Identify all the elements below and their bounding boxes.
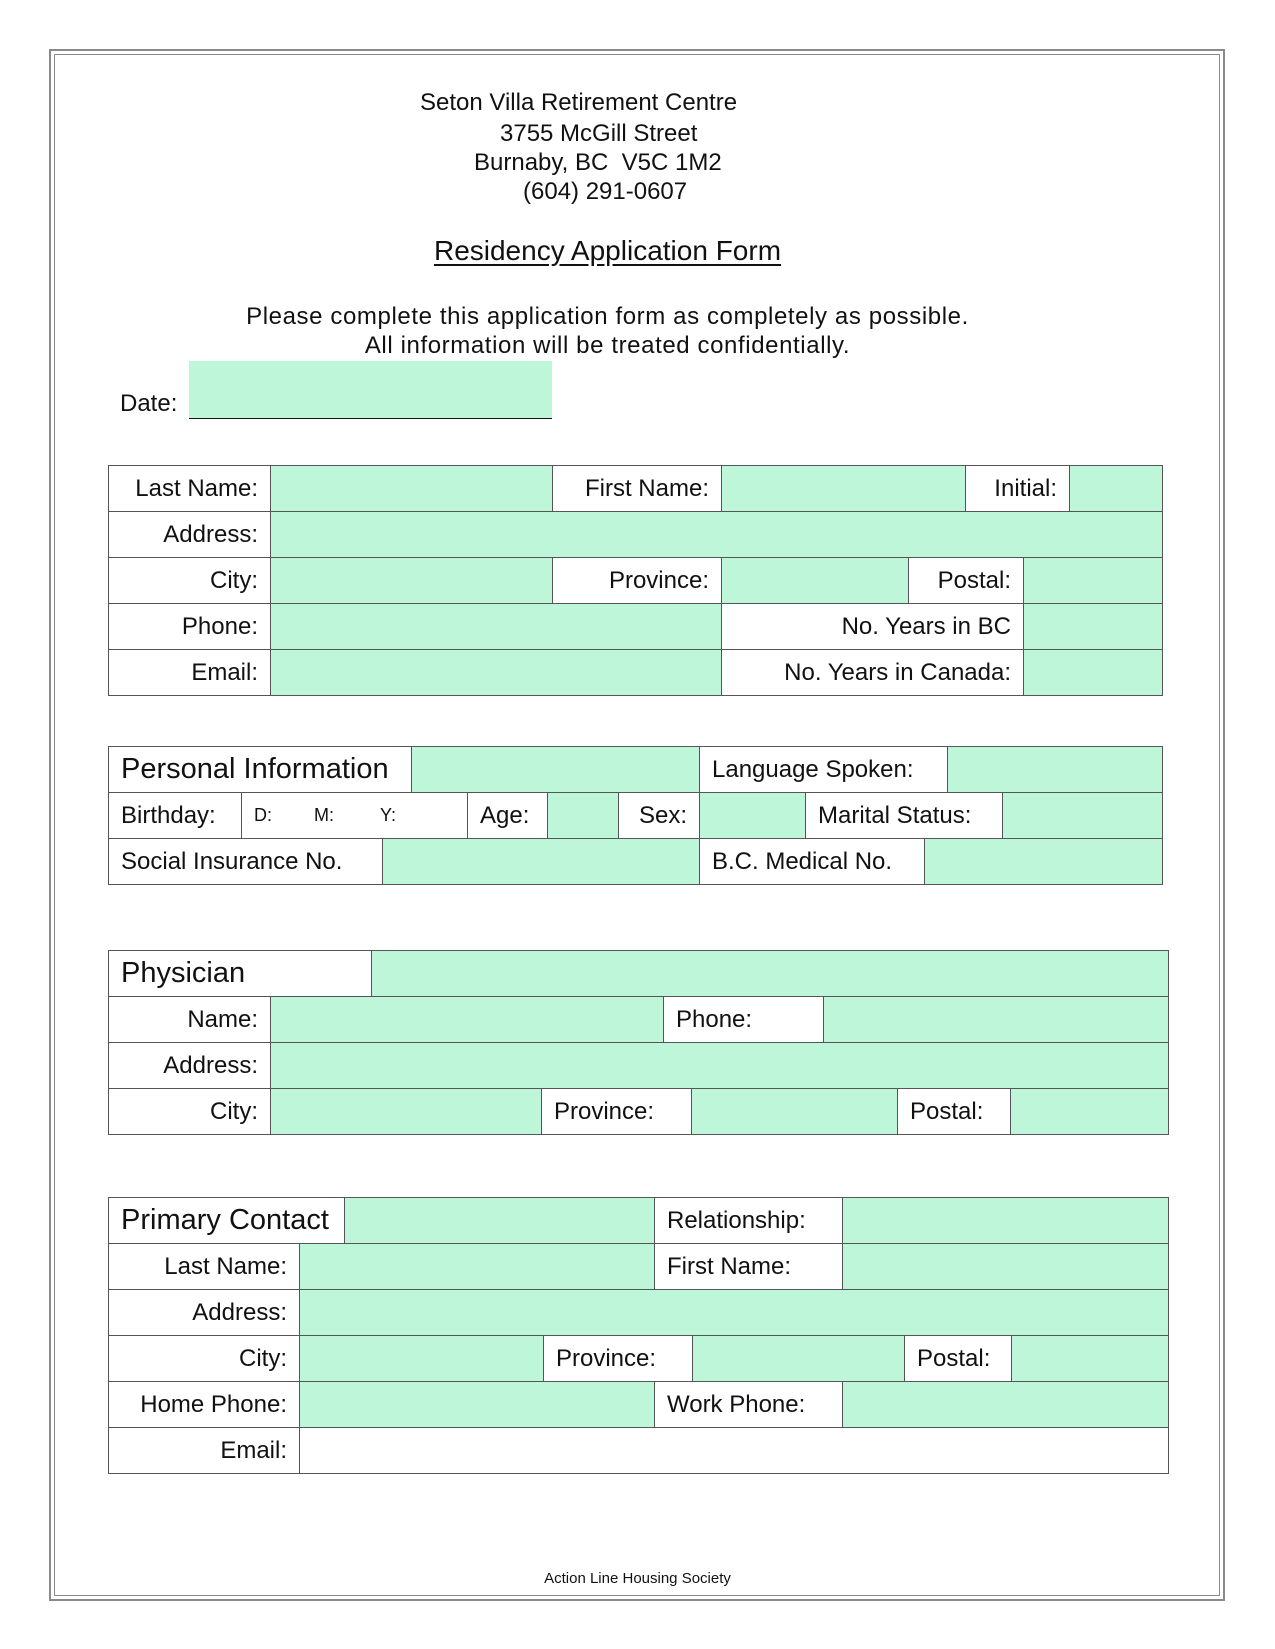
- city-field[interactable]: [270, 557, 553, 604]
- primary-contact-field[interactable]: [344, 1197, 655, 1244]
- org-city: Burnaby, BC V5C 1M2: [474, 149, 722, 176]
- medical-no-label: B.C. Medical No.: [699, 838, 925, 885]
- physician-name-field[interactable]: [270, 996, 664, 1043]
- date-field[interactable]: [189, 361, 552, 419]
- contact-last-name-field[interactable]: [299, 1243, 655, 1290]
- first-name-field[interactable]: [721, 465, 966, 512]
- sex-field[interactable]: [699, 792, 806, 839]
- birthday-year-label: Y:: [380, 805, 397, 825]
- intro-line-1: Please complete this application form as completely as possible.: [246, 303, 969, 330]
- contact-first-name-label: First Name:: [654, 1243, 843, 1290]
- personal-info-heading: Personal Information: [108, 746, 412, 793]
- phone-field[interactable]: [270, 603, 722, 650]
- marital-status-label: Marital Status:: [805, 792, 1003, 839]
- sin-field[interactable]: [382, 838, 700, 885]
- org-street: 3755 McGill Street: [500, 120, 698, 147]
- language-label: Language Spoken:: [699, 746, 948, 793]
- initial-field[interactable]: [1069, 465, 1163, 512]
- contact-first-name-field[interactable]: [842, 1243, 1169, 1290]
- province-label: Province:: [552, 557, 722, 604]
- contact-address-field[interactable]: [299, 1289, 1169, 1336]
- initial-label: Initial:: [965, 465, 1070, 512]
- medical-no-field[interactable]: [924, 838, 1163, 885]
- years-bc-field[interactable]: [1023, 603, 1163, 650]
- contact-postal-field[interactable]: [1011, 1335, 1169, 1382]
- sin-label: Social Insurance No.: [108, 838, 383, 885]
- contact-address-label: Address:: [108, 1289, 300, 1336]
- email-label: Email:: [108, 649, 271, 696]
- contact-city-field[interactable]: [299, 1335, 544, 1382]
- age-field[interactable]: [547, 792, 619, 839]
- physician-province-label: Province:: [541, 1088, 692, 1135]
- intro-line-2: All information will be treated confidentially.: [364, 332, 851, 359]
- physician-province-field[interactable]: [691, 1088, 898, 1135]
- physician-name-label: Name:: [108, 996, 271, 1043]
- home-phone-label: Home Phone:: [108, 1381, 300, 1428]
- physician-city-label: City:: [108, 1088, 271, 1135]
- address-label: Address:: [108, 511, 271, 558]
- physician-city-field[interactable]: [270, 1088, 542, 1135]
- last-name-field[interactable]: [270, 465, 553, 512]
- relationship-label: Relationship:: [654, 1197, 843, 1244]
- org-phone: (604) 291-0607: [523, 178, 688, 205]
- first-name-label: First Name:: [552, 465, 722, 512]
- sex-label: Sex:: [618, 792, 700, 839]
- relationship-field[interactable]: [842, 1197, 1169, 1244]
- birthday-month-label: M:: [314, 805, 334, 825]
- work-phone-field[interactable]: [842, 1381, 1169, 1428]
- age-label: Age:: [467, 792, 548, 839]
- physician-phone-label: Phone:: [663, 996, 824, 1043]
- footer-society: Action Line Housing Society: [544, 1570, 731, 1587]
- contact-last-name-label: Last Name:: [108, 1243, 300, 1290]
- province-field[interactable]: [721, 557, 909, 604]
- contact-email-field[interactable]: [299, 1427, 1169, 1474]
- date-label: Date:: [120, 390, 178, 417]
- years-canada-field[interactable]: [1023, 649, 1163, 696]
- personal-info-field[interactable]: [411, 746, 700, 793]
- birthday-day-label: D:: [254, 805, 272, 825]
- birthday-field[interactable]: [241, 792, 468, 839]
- contact-city-label: City:: [108, 1335, 300, 1382]
- address-field[interactable]: [270, 511, 1163, 558]
- contact-province-label: Province:: [543, 1335, 693, 1382]
- marital-status-field[interactable]: [1002, 792, 1163, 839]
- contact-postal-label: Postal:: [904, 1335, 1012, 1382]
- org-name: Seton Villa Retirement Centre: [420, 89, 738, 116]
- physician-field[interactable]: [371, 950, 1169, 997]
- physician-postal-field[interactable]: [1010, 1088, 1169, 1135]
- years-bc-label: No. Years in BC: [721, 603, 1024, 650]
- physician-address-field[interactable]: [270, 1042, 1169, 1089]
- primary-contact-heading: Primary Contact: [108, 1197, 345, 1244]
- contact-province-field[interactable]: [692, 1335, 905, 1382]
- physician-phone-field[interactable]: [823, 996, 1169, 1043]
- postal-label: Postal:: [908, 557, 1024, 604]
- birthday-label: Birthday:: [108, 792, 242, 839]
- physician-address-label: Address:: [108, 1042, 271, 1089]
- email-field[interactable]: [270, 649, 722, 696]
- city-label: City:: [108, 557, 271, 604]
- last-name-label: Last Name:: [108, 465, 271, 512]
- contact-email-label: Email:: [108, 1427, 300, 1474]
- physician-postal-label: Postal:: [897, 1088, 1011, 1135]
- years-canada-label: No. Years in Canada:: [721, 649, 1024, 696]
- phone-label: Phone:: [108, 603, 271, 650]
- home-phone-field[interactable]: [299, 1381, 655, 1428]
- form-title: Residency Application Form: [433, 235, 782, 266]
- language-field[interactable]: [947, 746, 1163, 793]
- work-phone-label: Work Phone:: [654, 1381, 843, 1428]
- physician-heading: Physician: [108, 950, 372, 997]
- postal-field[interactable]: [1023, 557, 1163, 604]
